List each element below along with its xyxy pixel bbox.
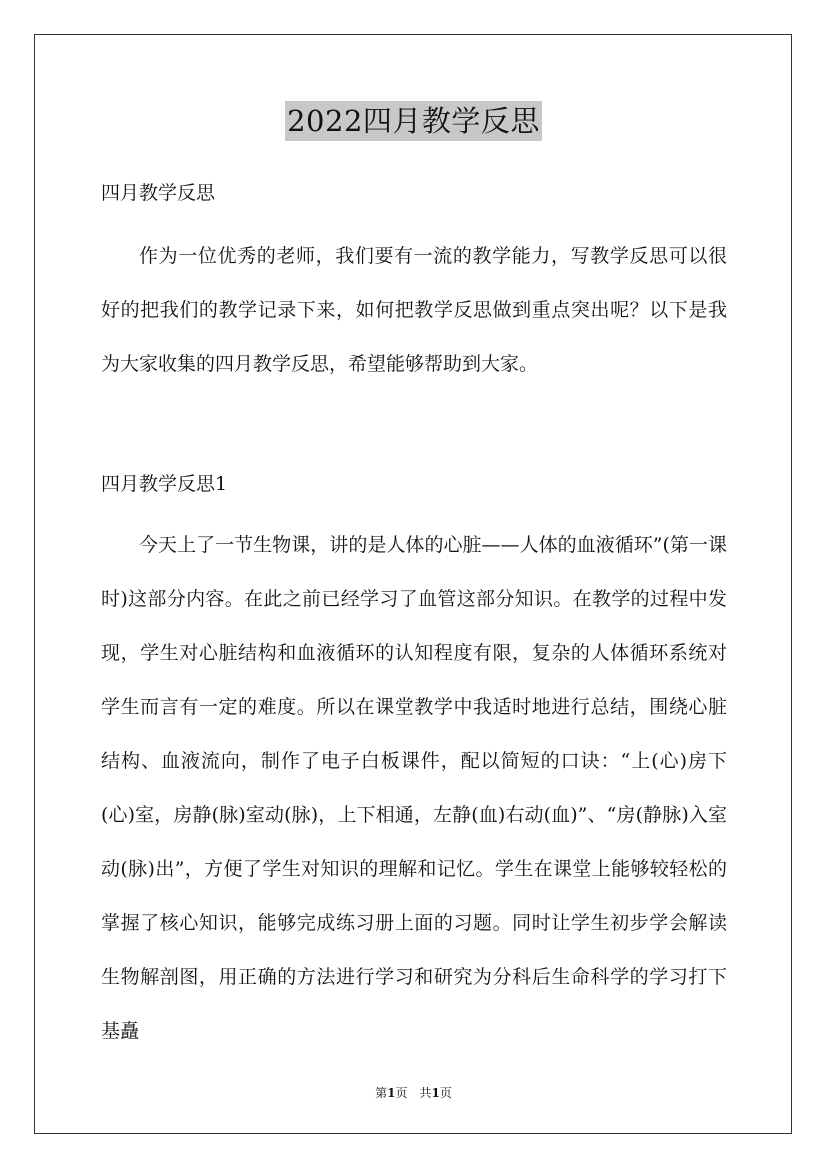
intro-heading: 四月教学反思 xyxy=(101,182,216,204)
document-title: 2022四月教学反思 xyxy=(285,101,542,141)
intro-paragraph: 作为一位优秀的老师，我们要有一流的教学能力，写教学反思可以很好的把我们的教学记录下来，如何把教学反思做到重点突出呢？以下是我为大家收集的四月教学反思，希望能够帮助到大家。 xyxy=(101,245,727,375)
section-heading: 四月教学反思1 xyxy=(101,473,228,495)
document-body xyxy=(101,175,727,1058)
section-paragraph: 今天上了一节生物课，讲的是人体的心脏——人体的血液循环”(第一课时)这部分内容。在此之前已经学习了血管这部分知识。在教学的过程中发现，学生对心脏结构和血液循环的认知程度有限，复杂的人体循环系统对学生而言有一定的难度。所以在课堂教学中我适时地进行总结，围绕心脏结构、血液流向，制作了电子白板课件，配以简短的口诀：“上(心)房下(心)室，房静(脉)室动(脉)，上下相通，左静(血)右动(血)”、“房(静脉)入室动(脉)出”，方便了学生对知识的理解和记忆。学生在课堂上能够较轻松的掌握了核心知识，能够完成练习册上面的习题。同时让学生初步学会解读生物解剖图，用正确的方法进行学习和研究为分科后生命科学的学习打下基矗 xyxy=(101,534,727,1042)
footer-page-current: 1 xyxy=(387,1086,396,1100)
page-footer xyxy=(0,1085,827,1101)
footer-prefix: 第 xyxy=(375,1086,388,1100)
footer-mid: 页 共 xyxy=(395,1086,432,1100)
spacer xyxy=(101,391,727,466)
footer-suffix: 页 xyxy=(439,1086,452,1100)
footer-page-total: 1 xyxy=(431,1086,440,1100)
title-container xyxy=(0,101,827,141)
spacer xyxy=(101,211,727,229)
spacer xyxy=(101,502,727,518)
